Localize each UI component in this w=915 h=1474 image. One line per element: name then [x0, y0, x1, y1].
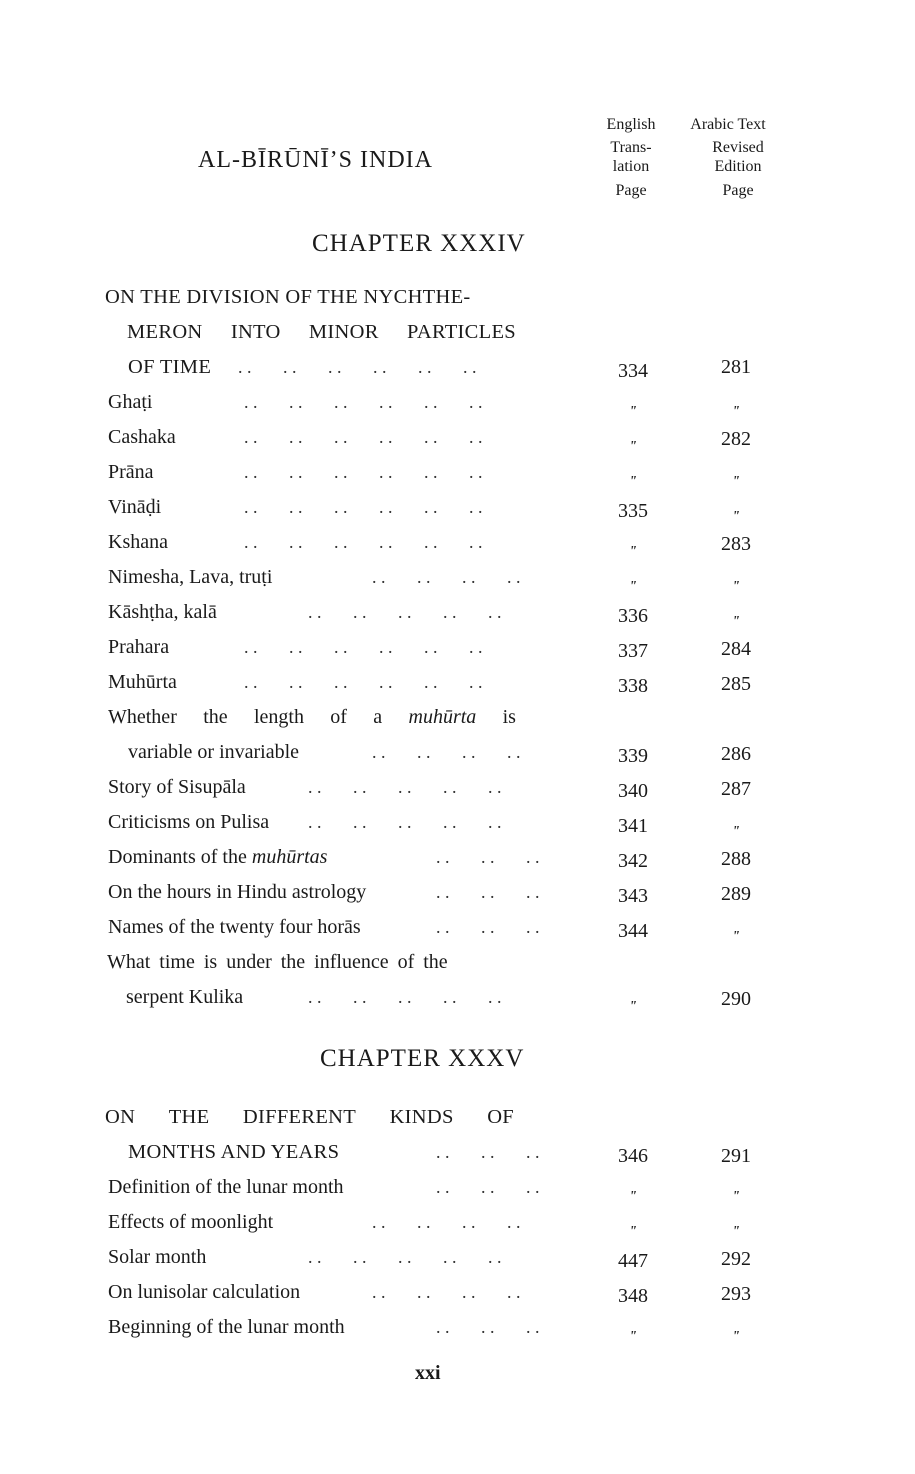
entry-text: Beginning of the lunar month — [108, 1316, 345, 1338]
page-arabic: " — [732, 1329, 740, 1344]
entry-text-italic: muhūrtas — [251, 846, 328, 868]
toc-entry — [0, 1244, 915, 1279]
entry-word: is — [502, 706, 516, 728]
leader-dots: . . . . . . . . . . . . — [244, 637, 483, 657]
page-arabic: " — [732, 824, 740, 839]
page-english: " — [629, 544, 637, 559]
entry-text: Cashaka — [108, 426, 176, 448]
leader-dots: . . . . . . — [436, 1317, 540, 1337]
leader-dots: . . . . . . — [436, 882, 540, 902]
chapter-heading-line — [105, 1104, 514, 1130]
entry-text: Prāna — [108, 461, 154, 483]
leader-dots: . . . . . . . . . . — [308, 602, 502, 622]
col-arabic-line4: Page — [722, 182, 754, 199]
toc-entry — [0, 389, 915, 424]
chapter-heading-line — [127, 319, 516, 345]
entry-text: Kāshṭha, kalā — [108, 601, 217, 623]
page-english: 337 — [618, 640, 648, 662]
entry-text-plain: Dominants of the — [108, 846, 252, 868]
page-number: xxi — [415, 1362, 441, 1384]
col-english-sub — [596, 138, 666, 200]
page-arabic: " — [732, 404, 740, 419]
entry-text — [108, 844, 327, 870]
page-english: 447 — [618, 1250, 648, 1272]
page-arabic: " — [732, 579, 740, 594]
leader-dots: . . . . . . — [436, 1177, 540, 1197]
toc-entry — [0, 354, 915, 389]
chapter-title: CHAPTER XXXIV — [312, 230, 526, 257]
leader-dots: . . . . . . . . — [372, 567, 521, 587]
col-arabic-header — [676, 115, 780, 135]
page-english: 334 — [618, 360, 648, 382]
entry-text: Ghaṭi — [108, 391, 153, 413]
leader-dots: . . . . . . . . . . — [308, 812, 502, 832]
heading-word: INTO — [230, 321, 281, 343]
entry-word: a — [373, 706, 383, 728]
leader-dots: . . . . . . . . . . . . — [244, 532, 483, 552]
page-arabic: 284 — [721, 638, 751, 660]
leader-dots: . . . . . . — [436, 917, 540, 937]
page-arabic: 292 — [721, 1248, 751, 1270]
entry-text: On the hours in Hindu astrology — [108, 881, 367, 903]
col-english-line4: Page — [615, 182, 647, 199]
entry-text: Kshana — [108, 531, 168, 553]
page-english: 338 — [618, 675, 648, 697]
toc-entry — [0, 459, 915, 494]
toc-entry — [0, 634, 915, 669]
page-arabic: 291 — [721, 1145, 751, 1167]
col-arabic-sub — [696, 138, 780, 200]
col-english-line3: lation — [612, 158, 650, 175]
page-english: 339 — [618, 745, 648, 767]
page-english: " — [629, 579, 637, 594]
toc-entry — [0, 669, 915, 704]
heading-word: MERON — [127, 321, 203, 343]
heading-word: OF — [487, 1106, 514, 1128]
toc-entry — [0, 774, 915, 809]
toc-entry — [0, 739, 915, 774]
col-english-header — [596, 115, 666, 135]
page-english: 340 — [618, 780, 648, 802]
leader-dots: . . . . . . . . . . . . — [244, 462, 483, 482]
page-arabic: " — [732, 509, 740, 524]
toc-entry — [0, 1139, 915, 1174]
entry-text: Vināḍi — [108, 496, 162, 518]
leader-dots: . . . . . . . . . . . . — [244, 672, 483, 692]
entry-text: Nimesha, Lava, truṭi — [108, 566, 273, 588]
leader-dots: . . . . . . . . . . . . — [244, 427, 483, 447]
page-arabic: 283 — [721, 533, 751, 555]
page-arabic: 281 — [721, 356, 751, 378]
entry-word: of — [330, 706, 347, 728]
chapter-heading-line: ON THE DIVISION OF THE NYCHTHE- — [105, 286, 471, 308]
toc-entry — [0, 984, 915, 1019]
page-arabic: " — [732, 474, 740, 489]
entry-text: Criticisms on Pulisa — [108, 811, 270, 833]
entry-text: Names of the twenty four horās — [108, 916, 361, 938]
page-english: " — [629, 999, 637, 1014]
page-arabic: 290 — [721, 988, 751, 1010]
leader-dots: . . . . . . . . — [372, 742, 521, 762]
entry-text: Muhūrta — [108, 671, 177, 693]
toc-entry-line: What time is under the influence of the — [107, 951, 448, 973]
page-english: 335 — [618, 500, 648, 522]
toc-entry — [0, 529, 915, 564]
entry-text: Effects of moonlight — [108, 1211, 274, 1233]
page-english: " — [629, 474, 637, 489]
toc-entry — [0, 809, 915, 844]
col-arabic-line2: Revised — [712, 139, 764, 156]
toc-entry — [0, 1174, 915, 1209]
toc-entry — [0, 494, 915, 529]
toc-entry — [0, 1314, 915, 1349]
entry-text: OF TIME — [128, 356, 212, 378]
col-arabic-line3: Edition — [714, 158, 762, 175]
page-arabic: 282 — [721, 428, 751, 450]
col-arabic-line1: Arabic Text — [690, 116, 766, 133]
page-english: " — [629, 1329, 637, 1344]
entry-text: serpent Kulika — [126, 986, 244, 1008]
toc-entry — [0, 1279, 915, 1314]
leader-dots: . . . . . . . . . . — [308, 987, 502, 1007]
heading-word: DIFFERENT — [242, 1106, 357, 1128]
page-arabic: 288 — [721, 848, 751, 870]
leader-dots: . . . . . . — [436, 1142, 540, 1162]
page-arabic: 287 — [721, 778, 751, 800]
entry-word: Whether — [108, 706, 177, 728]
page-arabic: 293 — [721, 1283, 751, 1305]
toc-entry — [0, 844, 915, 879]
heading-word: ON — [105, 1106, 136, 1128]
page-english: 346 — [618, 1145, 648, 1167]
page-arabic: 285 — [721, 673, 751, 695]
entry-text: Prahara — [108, 636, 170, 658]
running-title: AL-BĪRŪNĪ’S INDIA — [198, 147, 433, 173]
page-english: 341 — [618, 815, 648, 837]
entry-text: MONTHS AND YEARS — [128, 1141, 340, 1163]
toc-entry — [0, 599, 915, 634]
entry-text: variable or invariable — [128, 741, 300, 763]
entry-word: length — [253, 706, 304, 728]
entry-word: the — [203, 706, 228, 728]
page-english: 342 — [618, 850, 648, 872]
page-english: 343 — [618, 885, 648, 907]
page-arabic: " — [732, 614, 740, 629]
toc-entry-line — [108, 704, 516, 730]
leader-dots: . . . . . . . . . . . . — [238, 357, 477, 377]
toc-entry — [0, 424, 915, 459]
page-english: 348 — [618, 1285, 648, 1307]
toc-entry — [0, 879, 915, 914]
heading-word: KINDS — [389, 1106, 454, 1128]
page-arabic: 286 — [721, 743, 751, 765]
entry-text: Definition of the lunar month — [108, 1176, 344, 1198]
entry-word-italic: muhūrta — [408, 706, 477, 728]
page-arabic: 289 — [721, 883, 751, 905]
col-english-line2: Trans- — [610, 139, 652, 156]
page-english: 344 — [618, 920, 648, 942]
page-english: " — [629, 1224, 637, 1239]
entry-text: Story of Sisupāla — [108, 776, 246, 798]
toc-entry — [0, 564, 915, 599]
page-english: 336 — [618, 605, 648, 627]
page-arabic: " — [732, 1189, 740, 1204]
page-english: " — [629, 1189, 637, 1204]
page-english: " — [629, 404, 637, 419]
leader-dots: . . . . . . . . . . . . — [244, 497, 483, 517]
leader-dots: . . . . . . . . . . — [308, 777, 502, 797]
page-arabic: " — [732, 929, 740, 944]
chapter-title: CHAPTER XXXV — [320, 1045, 525, 1072]
leader-dots: . . . . . . . . . . . . — [244, 392, 483, 412]
col-english-line1: English — [606, 116, 656, 133]
page-english: " — [629, 439, 637, 454]
entry-text: On lunisolar calculation — [108, 1281, 301, 1303]
leader-dots: . . . . . . . . . . — [308, 1247, 502, 1267]
leader-dots: . . . . . . — [436, 847, 540, 867]
toc-entry — [0, 914, 915, 949]
leader-dots: . . . . . . . . — [372, 1282, 521, 1302]
heading-word: PARTICLES — [407, 321, 516, 343]
heading-word: THE — [168, 1106, 210, 1128]
entry-text: Solar month — [108, 1246, 207, 1268]
leader-dots: . . . . . . . . — [372, 1212, 521, 1232]
heading-word: MINOR — [308, 321, 379, 343]
page-arabic: " — [732, 1224, 740, 1239]
toc-entry — [0, 1209, 915, 1244]
